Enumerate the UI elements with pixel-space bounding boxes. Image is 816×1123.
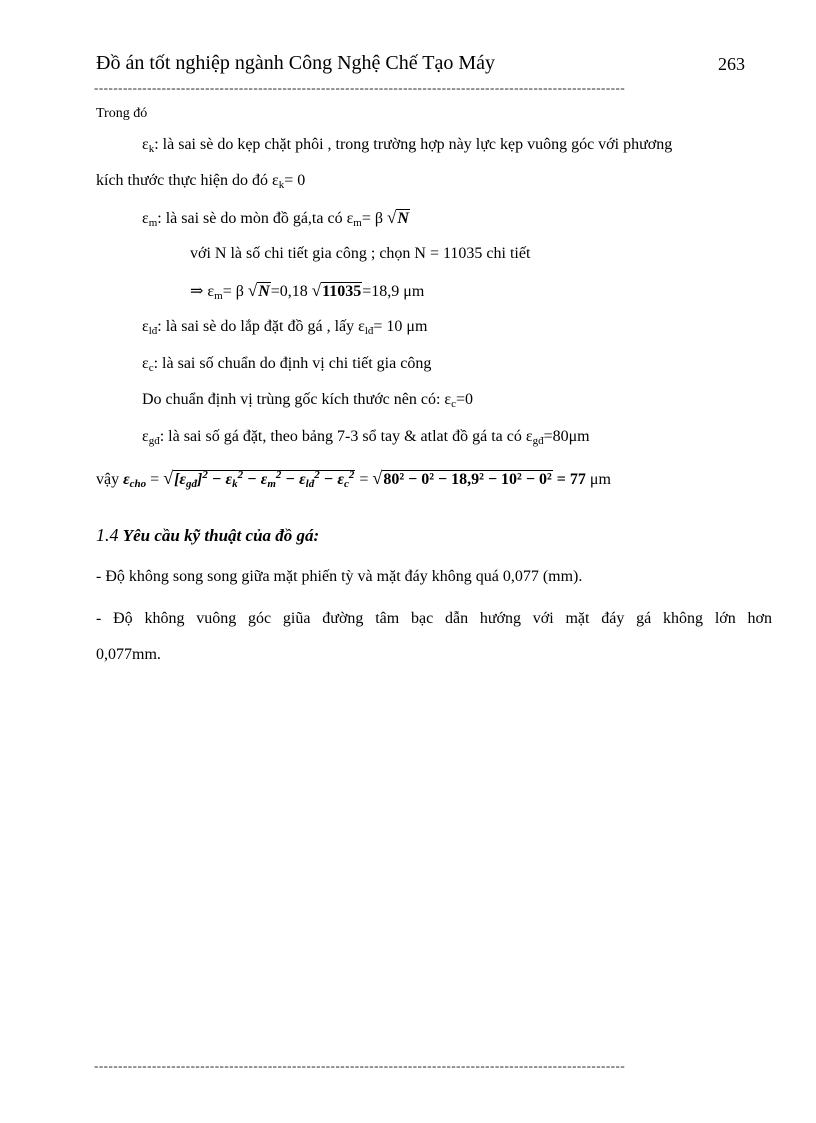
page-header-title: Đồ án tốt nghiệp ngành Công Nghệ Chế Tạo Máy (96, 52, 496, 74)
epsilon-ld-line: $\varepsilon_{lđ}$: là sai sè do lắp đặt đồ gá , lấy $\varepsilon_{lđ}= 10$ μm (142, 318, 428, 337)
page-number: 263 (718, 54, 745, 74)
epsilon-k-text: là sai sè do kẹp chặt phôi , trong trường hợp này lực kẹp vuông góc với phương (162, 136, 673, 153)
formula-values: 80² − 0² − 18,9² − 10² − 0² (383, 471, 552, 488)
section-heading: 1.4 Yêu cầu kỹ thuật của đồ gá: (96, 525, 320, 545)
epsilon-c-line: $\varepsilon_c$: là sai số chuẩn do định vị chi tiết gia công (142, 355, 432, 374)
epsilon-k-line-2: kích thước thực hiện do đó $\varepsilon_k= 0$ (96, 172, 306, 191)
requirement-item-1: - Độ không song song giữa mặt phiến tỳ và mặt đáy không quá 0,077 (mm). (96, 568, 583, 585)
epsilon-m-line: $\varepsilon_m$: là sai sè do mòn đồ gá,ta có $\varepsilon_m= \beta$ √N (142, 208, 409, 229)
sqrt-n: N (397, 210, 409, 227)
header-divider: -------------------------------------------------------------------------------------------------------------- (94, 80, 626, 95)
requirement-item-2: - Độ không vuông góc giũa đường tâm bạc dẫn hướng với mặt đáy gá không lớn hơn (96, 610, 772, 627)
do-chuan-line: Do chuẩn định vị trùng gốc kích thước nên có: $\varepsilon_c=0$ (142, 391, 474, 410)
result-formula: vậy $\varepsilon_{cho} = √[\varepsilon_{gđ}]^2 - \varepsilon_k^2 - \varepsilon_m^2 - \varepsilon_{lđ}^2 - \varepsilon_c^2 = √80^2 - 0^2 - 18,9^2 - 10^2 - 0^2 = 77$ μm (96, 468, 611, 490)
footer-divider: -------------------------------------------------------------------------------------------------------------- (94, 1058, 626, 1073)
trong-do-label: Trong đó (96, 106, 148, 121)
n-count-line: với N là số chi tiết gia công ; chọn N = 11035 chi tiết (190, 245, 531, 262)
epsilon-k-line: $\varepsilon_k$: là sai sè do kẹp chặt phôi , trong trường hợp này lực kẹp vuông góc với phương (142, 136, 673, 155)
requirement-item-2-cont: 0,077mm. (96, 646, 161, 663)
epsilon-m-calc: ⇒ $\varepsilon_m= \beta$ √N=0,18 √11035=18,9 μm (190, 281, 425, 302)
epsilon-gd-line: $\varepsilon_{gđ}$: là sai số gá đặt, theo bảng 7-3 sổ tay & atlat đồ gá ta có $\varepsilon_{gđ}=80\mu m$ (142, 428, 590, 447)
